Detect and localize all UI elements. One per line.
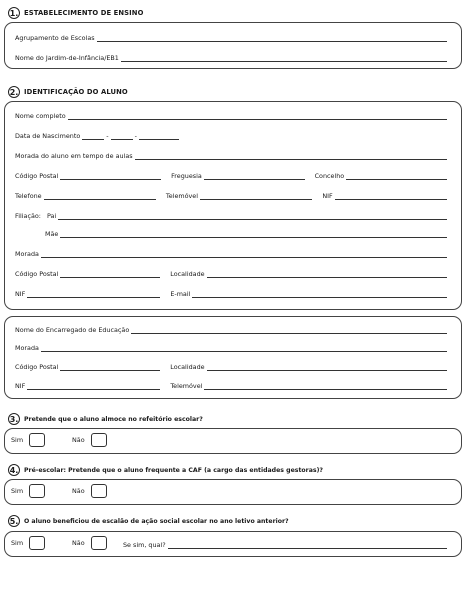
nif-label: NIF	[322, 192, 333, 200]
morada-aulas-label: Morada do aluno em tempo de aulas	[15, 152, 133, 160]
enc-nif-row	[15, 380, 447, 390]
contact-row	[15, 190, 447, 200]
codigo-postal-label: Código Postal	[15, 172, 59, 180]
pai-row	[15, 210, 447, 220]
concelho-label: Concelho	[314, 172, 345, 180]
morada-field[interactable]	[41, 250, 447, 258]
morada-aulas-field[interactable]	[135, 152, 447, 160]
section-1-header	[8, 5, 143, 21]
enc-nome-field[interactable]	[131, 326, 447, 334]
agrupamento-row	[15, 32, 447, 42]
sim-label: Sim	[11, 487, 24, 495]
enc-codigo-postal-label: Código Postal	[15, 363, 59, 371]
enc-codigo-postal-field[interactable]	[60, 363, 160, 371]
nao-option	[72, 536, 107, 550]
birth-day-field[interactable]	[82, 132, 104, 140]
jardim-label: Nome do Jardim-de-Infância/EB1	[15, 54, 119, 62]
section-question: O aluno beneficiou de escalão de ação social escolar no ano letivo anterior?	[24, 517, 289, 525]
section-5-box	[4, 531, 462, 557]
qual-row	[123, 539, 447, 549]
enc-morada-row	[15, 342, 447, 352]
agrupamento-field[interactable]	[97, 34, 447, 42]
section-2-box	[4, 101, 462, 310]
birth-year-field[interactable]	[139, 132, 179, 140]
section-number: 1.	[9, 8, 19, 18]
section-title: IDENTIFICAÇÃO DO ALUNO	[24, 88, 128, 96]
section-number: 5.	[9, 516, 19, 526]
section-number: 3.	[9, 414, 19, 424]
enc-nif-field[interactable]	[27, 382, 160, 390]
nao-option	[72, 484, 107, 498]
enc-nome-row	[15, 324, 447, 334]
pai-label: Pai	[46, 212, 57, 220]
nif-label: NIF	[15, 290, 26, 298]
pai-field[interactable]	[58, 212, 447, 220]
nao-label: Não	[72, 539, 85, 547]
jardim-field[interactable]	[121, 54, 447, 62]
mae-row	[45, 228, 447, 238]
section-3-header	[8, 411, 203, 427]
section-question: Pré-escolar: Pretende que o aluno frequente a CAF (a cargo das entidades gestoras)?	[24, 466, 323, 474]
nao-option	[72, 433, 107, 447]
sim-label: Sim	[11, 436, 24, 444]
telefone-field[interactable]	[44, 192, 156, 200]
section-title: ESTABELECIMENTO DE ENSINO	[24, 9, 144, 17]
freguesia-field[interactable]	[204, 172, 305, 180]
telemovel-label: Telemóvel	[165, 192, 199, 200]
localidade-field[interactable]	[207, 270, 447, 278]
nascimento-label: Data de Nascimento	[15, 132, 81, 140]
nao-checkbox[interactable]	[91, 536, 107, 550]
section-question: Pretende que o aluno almoce no refeitório escolar?	[24, 415, 203, 423]
section-5-header	[8, 513, 289, 529]
email-label: E-mail	[170, 290, 191, 298]
section-1-box	[4, 22, 462, 69]
nao-label: Não	[72, 436, 85, 444]
sim-option	[11, 484, 45, 498]
nao-checkbox[interactable]	[91, 484, 107, 498]
enc-telemovel-label: Telemóvel	[170, 382, 203, 390]
codigo-postal-field[interactable]	[60, 172, 161, 180]
enc-morada-label: Morada	[15, 344, 39, 352]
qual-field[interactable]	[168, 541, 447, 549]
sim-checkbox[interactable]	[29, 536, 45, 550]
telemovel-field[interactable]	[200, 192, 312, 200]
section-4-box	[4, 479, 462, 505]
enc-nome-label: Nome do Encarregado de Educação	[15, 326, 130, 334]
nif-email-row	[15, 288, 447, 298]
enc-postal-row	[15, 361, 447, 371]
sim-option	[11, 536, 45, 550]
email-field[interactable]	[192, 290, 447, 298]
nao-label: Não	[72, 487, 85, 495]
sim-checkbox[interactable]	[29, 484, 45, 498]
concelho-field[interactable]	[346, 172, 447, 180]
nao-checkbox[interactable]	[91, 433, 107, 447]
date-separator: -	[134, 132, 137, 140]
enc-nif-label: NIF	[15, 382, 26, 390]
morada-row	[15, 248, 447, 258]
birth-month-field[interactable]	[111, 132, 133, 140]
nome-row	[15, 110, 447, 120]
sim-option	[11, 433, 45, 447]
mae-field[interactable]	[60, 230, 447, 238]
codigo-postal-label: Código Postal	[15, 270, 59, 278]
section-number: 2.	[9, 87, 19, 97]
jardim-row	[15, 52, 447, 62]
qual-label: Se sim, qual?	[123, 541, 166, 549]
nascimento-row	[15, 130, 447, 140]
morada-aulas-row	[15, 150, 447, 160]
telefone-label: Telefone	[15, 192, 42, 200]
localidade-label: Localidade	[170, 270, 205, 278]
section-2-header	[8, 84, 128, 100]
filiacao-label: Filiação:	[15, 212, 41, 220]
codigo-postal-field[interactable]	[60, 270, 160, 278]
sim-label: Sim	[11, 539, 24, 547]
section-3-box	[4, 428, 462, 454]
freguesia-label: Freguesia	[171, 172, 202, 180]
enc-telemovel-field[interactable]	[204, 382, 447, 390]
enc-morada-field[interactable]	[41, 344, 447, 352]
nif-field[interactable]	[335, 192, 447, 200]
enc-localidade-field[interactable]	[207, 363, 447, 371]
enc-localidade-label: Localidade	[170, 363, 205, 371]
date-separator: -	[106, 132, 109, 140]
nome-label: Nome completo	[15, 112, 66, 120]
section-4-header	[8, 462, 323, 478]
agrupamento-label: Agrupamento de Escolas	[15, 34, 95, 42]
section-number: 4.	[9, 465, 19, 475]
postal-localidade-row	[15, 268, 447, 278]
sim-checkbox[interactable]	[29, 433, 45, 447]
guardian-box	[4, 316, 462, 399]
mae-label: Mãe	[45, 230, 59, 238]
postal-row	[15, 170, 447, 180]
nif-field[interactable]	[27, 290, 160, 298]
morada-label: Morada	[15, 250, 39, 258]
nome-field[interactable]	[68, 112, 447, 120]
